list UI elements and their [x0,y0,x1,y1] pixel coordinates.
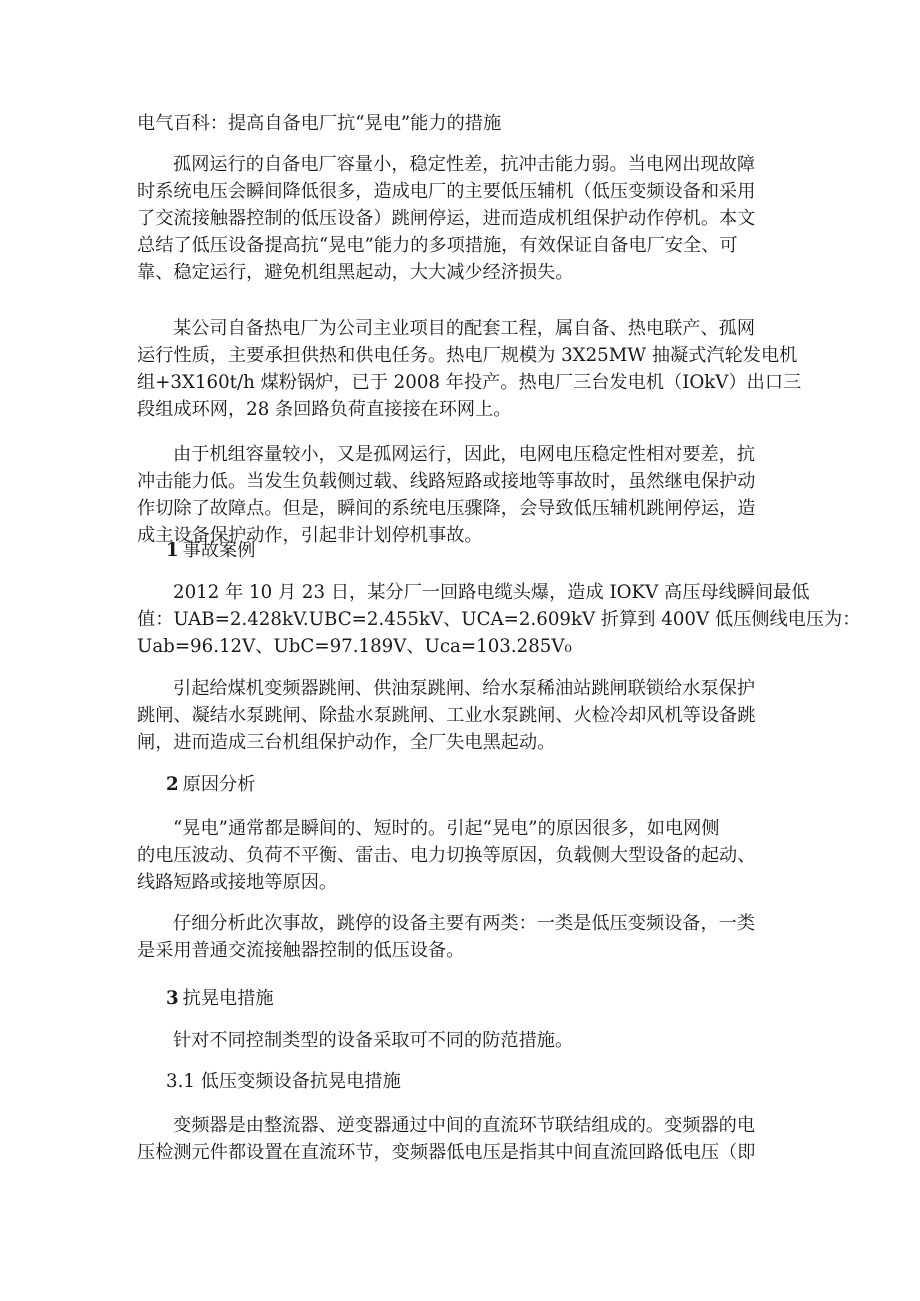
section-2-number: 2 [166,774,179,795]
section-3-heading [166,985,274,1012]
subsection-3-1-heading: 3.1 低压变频设备抗晃电措施 [166,1071,401,1092]
section-2-heading [166,771,255,798]
cause-line: “晃电”通常都是瞬间的、短时的。引起“晃电”的原因很多，如电网侧 [173,818,720,839]
cause-line: 的电压波动、负荷不平衡、雷击、电力切换等原因，负载侧大型设备的起动、 [137,845,756,866]
trip-paragraph [137,675,787,756]
cause-line: 线路短路或接地等原因。 [137,872,338,893]
analysis-line: 是采用普通交流接触器控制的低压设备。 [137,940,465,961]
intro-line: 了交流接触器控制的低压设备）跳闸停运，进而造成机组保护动作停机。本文 [137,208,756,229]
section-2-label: 原因分析 [182,774,256,795]
trip-line: 引起给煤机变频器跳闸、供油泵跳闸、给水泵稀油站跳闸联锁给水泵保护 [173,678,756,699]
intro-line: 总结了低压设备提高抗“晃电”能力的多项措施，有效保证自备电厂安全、可 [137,235,738,256]
analysis-line: 仔细分析此次事故，跳停的设备主要有两类：一类是低压变频设备，一类 [173,913,756,934]
case-line: 值：UAB=2.428kV.UBC=2.455kV、UCA=2.609kV 折算到 400V 低压侧线电压为： [137,609,861,630]
inverter-paragraph [137,1112,787,1166]
company-line: 运行性质，主要承担供热和供电任务。热电厂规模为 3X25MW 抽凝式汽轮发电机 [137,345,798,366]
trip-line: 闸，进而造成三台机组保护动作，全厂失电黑起动。 [137,732,556,753]
case-paragraph [137,579,861,660]
company-line: 某公司自备热电厂为公司主业项目的配套工程，属自备、热电联产、孤网 [173,318,756,339]
capacity-line: 冲击能力低。当发生负载侧过载、线路短路或接地等事故时，虽然继电保护动 [137,471,756,492]
capacity-line: 由于机组容量较小，又是孤网运行，因此，电网电压稳定性相对要差，抗 [173,444,756,465]
trip-line: 跳闸、凝结水泵跳闸、除盐水泵跳闸、工业水泵跳闸、火检冷却风机等设备跳 [137,705,756,726]
measures-line: 针对不同控制类型的设备采取可不同的防范措施。 [173,1030,574,1051]
intro-paragraph [137,151,787,286]
case-line: 2012 年 10 月 23 日，某分厂一回路电缆头爆，造成 IOKV 高压母线瞬间最低 [173,582,810,603]
capacity-line: 成主设备保护动作，引起非计划停机事故。 [137,525,483,546]
inverter-line: 压检测元件都设置在直流环节，变频器低电压是指其中间直流回路低电压（即 [137,1142,756,1163]
cause-paragraph [137,815,787,896]
section-3-number: 3 [166,988,179,1009]
case-line: Uab=96.12V、UbC=97.189V、Uca=103.285V₀ [137,636,572,657]
section-1-heading [166,537,255,564]
intro-line: 孤网运行的自备电厂容量小，稳定性差，抗冲击能力弱。当电网出现故障 [173,154,756,175]
section-1-number: 1 [166,540,179,561]
inverter-line: 变频器是由整流器、逆变器通过中间的直流环节联结组成的。变频器的电 [173,1115,756,1136]
capacity-paragraph [137,441,787,549]
capacity-line: 作切除了故障点。但是，瞬间的系统电压骤降，会导致低压辅机跳闸停运，造 [137,498,756,519]
measures-paragraph [137,1027,787,1054]
section-1-label: 事故案例 [182,540,256,561]
document-title: 电气百科：提高自备电厂抗“晃电”能力的措施 [137,113,502,134]
intro-line: 时系统电压会瞬间降低很多，造成电厂的主要低压辅机（低压变频设备和采用 [137,181,756,202]
section-3-label: 抗晃电措施 [182,988,274,1009]
analysis-paragraph [137,910,787,964]
company-line: 段组成环网，28 条回路负荷直接接在环网上。 [137,399,512,420]
company-paragraph [137,315,802,423]
intro-line: 靠、稳定运行，避免机组黑起动，大大减少经济损失。 [137,262,574,283]
company-line: 组+3X160t/h 煤粉锅炉，已于 2008 年投产。热电厂三台发电机（IOkV）出口三 [137,372,802,393]
